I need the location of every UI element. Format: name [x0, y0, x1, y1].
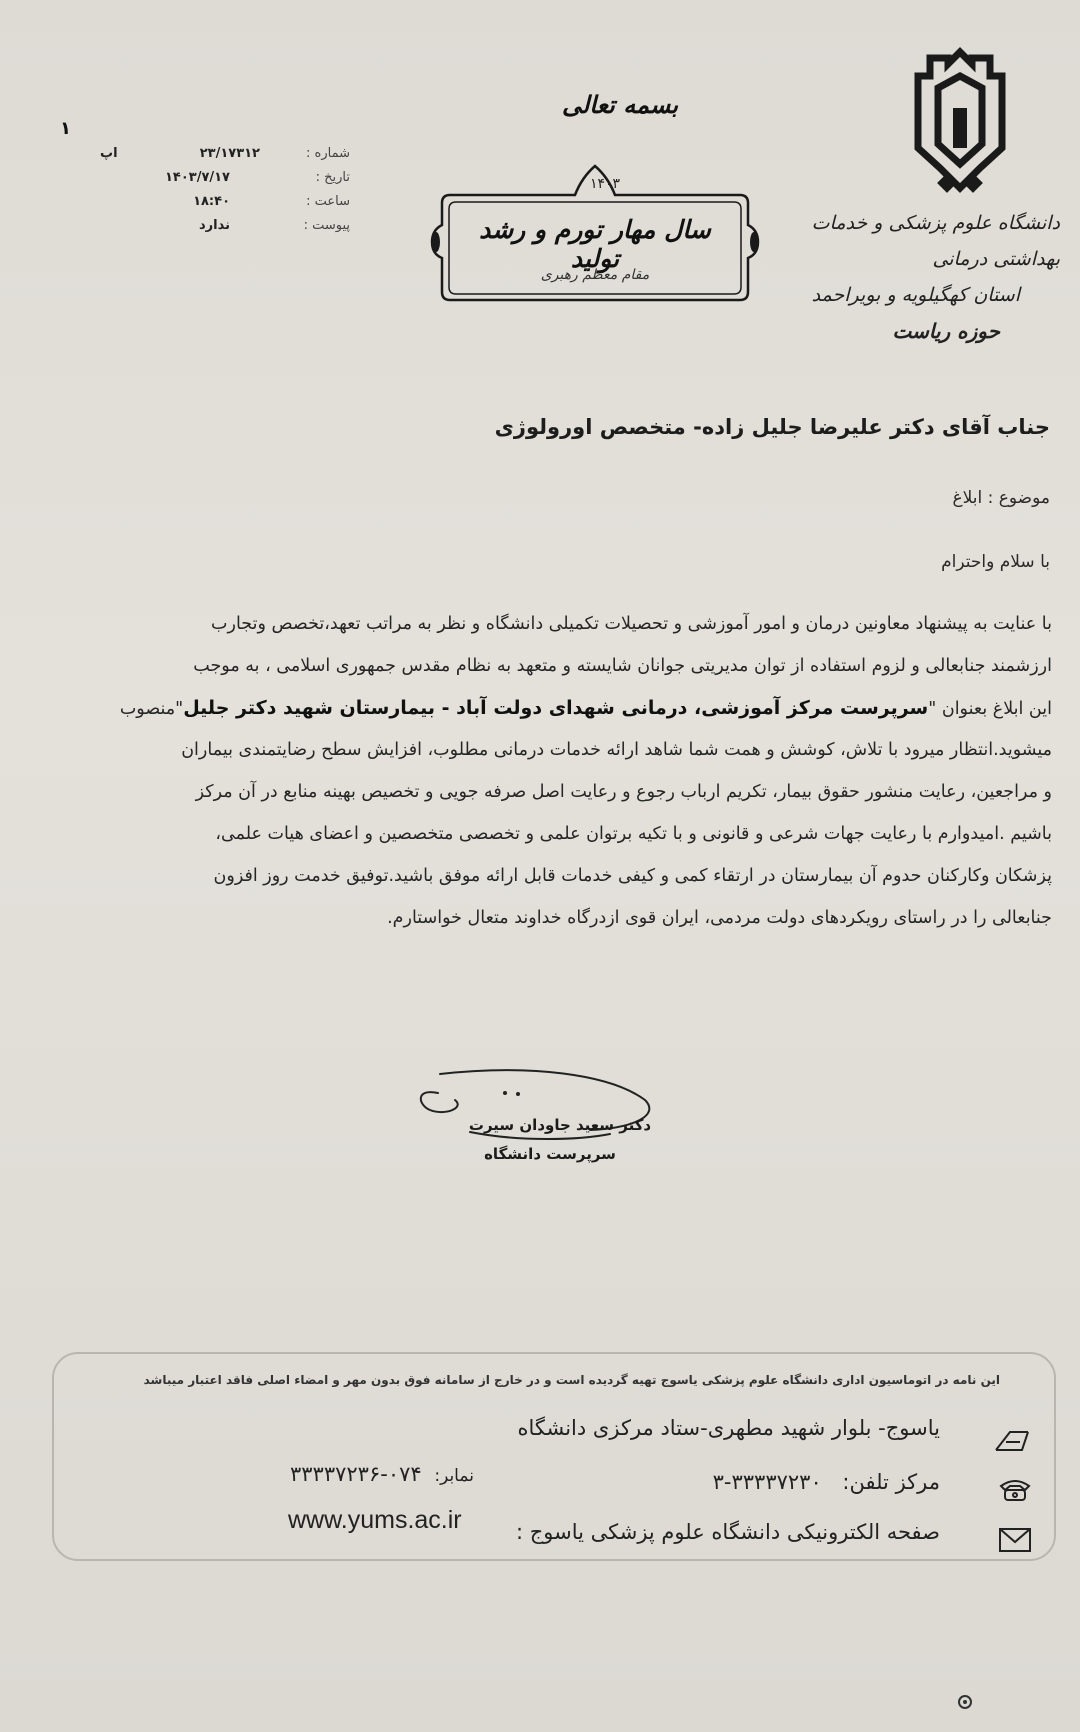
- footer-address: یاسوج- بلوار شهید مطهری-ستاد مرکزی دانشگاه: [517, 1416, 940, 1440]
- institution-name: دانشگاه علوم پزشکی و خدمات بهداشتی درمانی: [811, 212, 1060, 270]
- subject: موضوع : ابلاغ: [952, 488, 1050, 508]
- body-line: پزشکان وکارکنان حدوم آن بیمارستان در ارتقاء کمی و کیفی خدمات قابل ارائه موفق باشید.توفیق خدمت روز افزون: [213, 866, 1052, 886]
- meta-attachment-value: ندارد: [198, 218, 230, 233]
- meta-number-row: [100, 146, 350, 170]
- footer-phone: [713, 1470, 940, 1494]
- institution-block: [800, 205, 1060, 349]
- website-label: صفحه الکترونیکی دانشگاه علوم پزشکی یاسوج :: [515, 1520, 940, 1544]
- body-line-part: این ابلاغ بعنوان ": [928, 699, 1052, 719]
- meta-time-row: [110, 194, 350, 218]
- body-line: ارزشمند جنابعالی و لزوم استفاده از توان مدیریتی جوانان شایسته و متعهد به نظام مقدس جمهوری اسلامی ، به موجب: [193, 656, 1052, 676]
- footer-website: [516, 1520, 940, 1544]
- website-url[interactable]: www.yums.ac.ir: [288, 1506, 462, 1534]
- body-line: با عنایت به پیشنهاد معاونین درمان و امور آموزشی و تحصیلات تکمیلی دانشگاه و نظر به مراتب تعهد،تخصص وتجارب: [211, 614, 1052, 634]
- meta-attachment-label: پیوست :: [303, 218, 350, 233]
- institution-office: حوزه ریاست: [892, 319, 1000, 343]
- page-number: ۱: [60, 118, 71, 139]
- page-marker-icon: [958, 1695, 972, 1709]
- signature-scribble: [410, 1060, 670, 1150]
- basmala: بسمه تعالی: [561, 90, 679, 119]
- body-line: باشیم .امیدوارم با رعایت جهات شرعی و قانونی و با تکیه برتوان علمی و تخصصی متخصصین و اعضای هیات علمی،: [215, 824, 1052, 844]
- mailbox-icon: [992, 1426, 1032, 1456]
- institution-province: استان کهگیلویه و بویراحمد: [811, 284, 1020, 306]
- fax-label: نمابر:: [434, 1466, 474, 1486]
- greeting: با سلام واحترام: [941, 552, 1050, 572]
- meta-number-suffix: اپ: [100, 146, 118, 161]
- body-line: و مراجعین، رعایت منشور حقوق بیمار، تکریم ارباب رجوع و رعایت اصل صرفه جویی و تخصیص بهینه منابع در آن مرکز: [195, 782, 1052, 802]
- meta-attachment-row: [110, 218, 350, 242]
- body-line: میشوید.انتظار میرود با تلاش، کوشش و همت شما شاهد ارائه خدمات درمانی مطلوب، افزایش سطح رضایتمندی بیماران: [181, 740, 1052, 760]
- university-logo-icon: [910, 48, 1010, 198]
- meta-date-row: [110, 170, 350, 194]
- fax-value: ۰۷۴-۳۳۳۳۷۲۳۶: [290, 1462, 422, 1486]
- body-line-part: "منصوب: [119, 699, 184, 719]
- meta-time-label: ساعت :: [306, 194, 350, 209]
- meta-number-label: شماره :: [306, 146, 350, 161]
- body-line: جنابعالی را در راستای رویکردهای دولت مردمی، ایران قوی ازدرگاه خداوند متعال خواستارم.: [387, 908, 1052, 928]
- signatory-title: سرپرست دانشگاه: [484, 1145, 616, 1163]
- meta-time-value: ۱۸:۴۰: [193, 194, 230, 209]
- slogan-year: ۱۴۰۳: [589, 176, 621, 192]
- body-line-appointment: [119, 687, 1052, 729]
- recipient: جناب آقای دکتر علیرضا جلیل زاده- متخصص اورولوژی: [494, 415, 1050, 439]
- phone-icon: [995, 1474, 1035, 1504]
- envelope-icon: [995, 1525, 1035, 1555]
- meta-number-value: ۲۳/۱۷۳۱۲: [199, 146, 260, 161]
- meta-date-label: تاریخ :: [315, 170, 350, 185]
- phone-label: مرکز تلفن:: [842, 1470, 940, 1494]
- slogan-attribution: مقام معظم رهبری: [540, 267, 650, 283]
- appointment-title: سرپرست مرکز آموزشی، درمانی شهدای دولت آباد - بیمارستان شهید دکتر جلیل: [183, 697, 929, 719]
- signatory-name: دکتر سعید جاودان سیرت: [468, 1116, 652, 1134]
- letter-body: [119, 603, 1052, 939]
- phone-value: ۳۳۳۳۷۲۳۰-۳: [712, 1470, 822, 1494]
- meta-date-value: ۱۴۰۳/۷/۱۷: [164, 170, 230, 185]
- slogan-text: سال مهار تورم و رشد تولید: [479, 215, 711, 273]
- footer-disclaimer: این نامه در اتوماسیون اداری دانشگاه علوم پزشکی یاسوج تهیه گردیده است و در خارج از سامانه فوق بدون مهر و امضاء اصلی فاقد اعتبار میباشد: [143, 1373, 1000, 1387]
- footer-fax: [290, 1462, 474, 1486]
- letter-meta: [100, 146, 350, 242]
